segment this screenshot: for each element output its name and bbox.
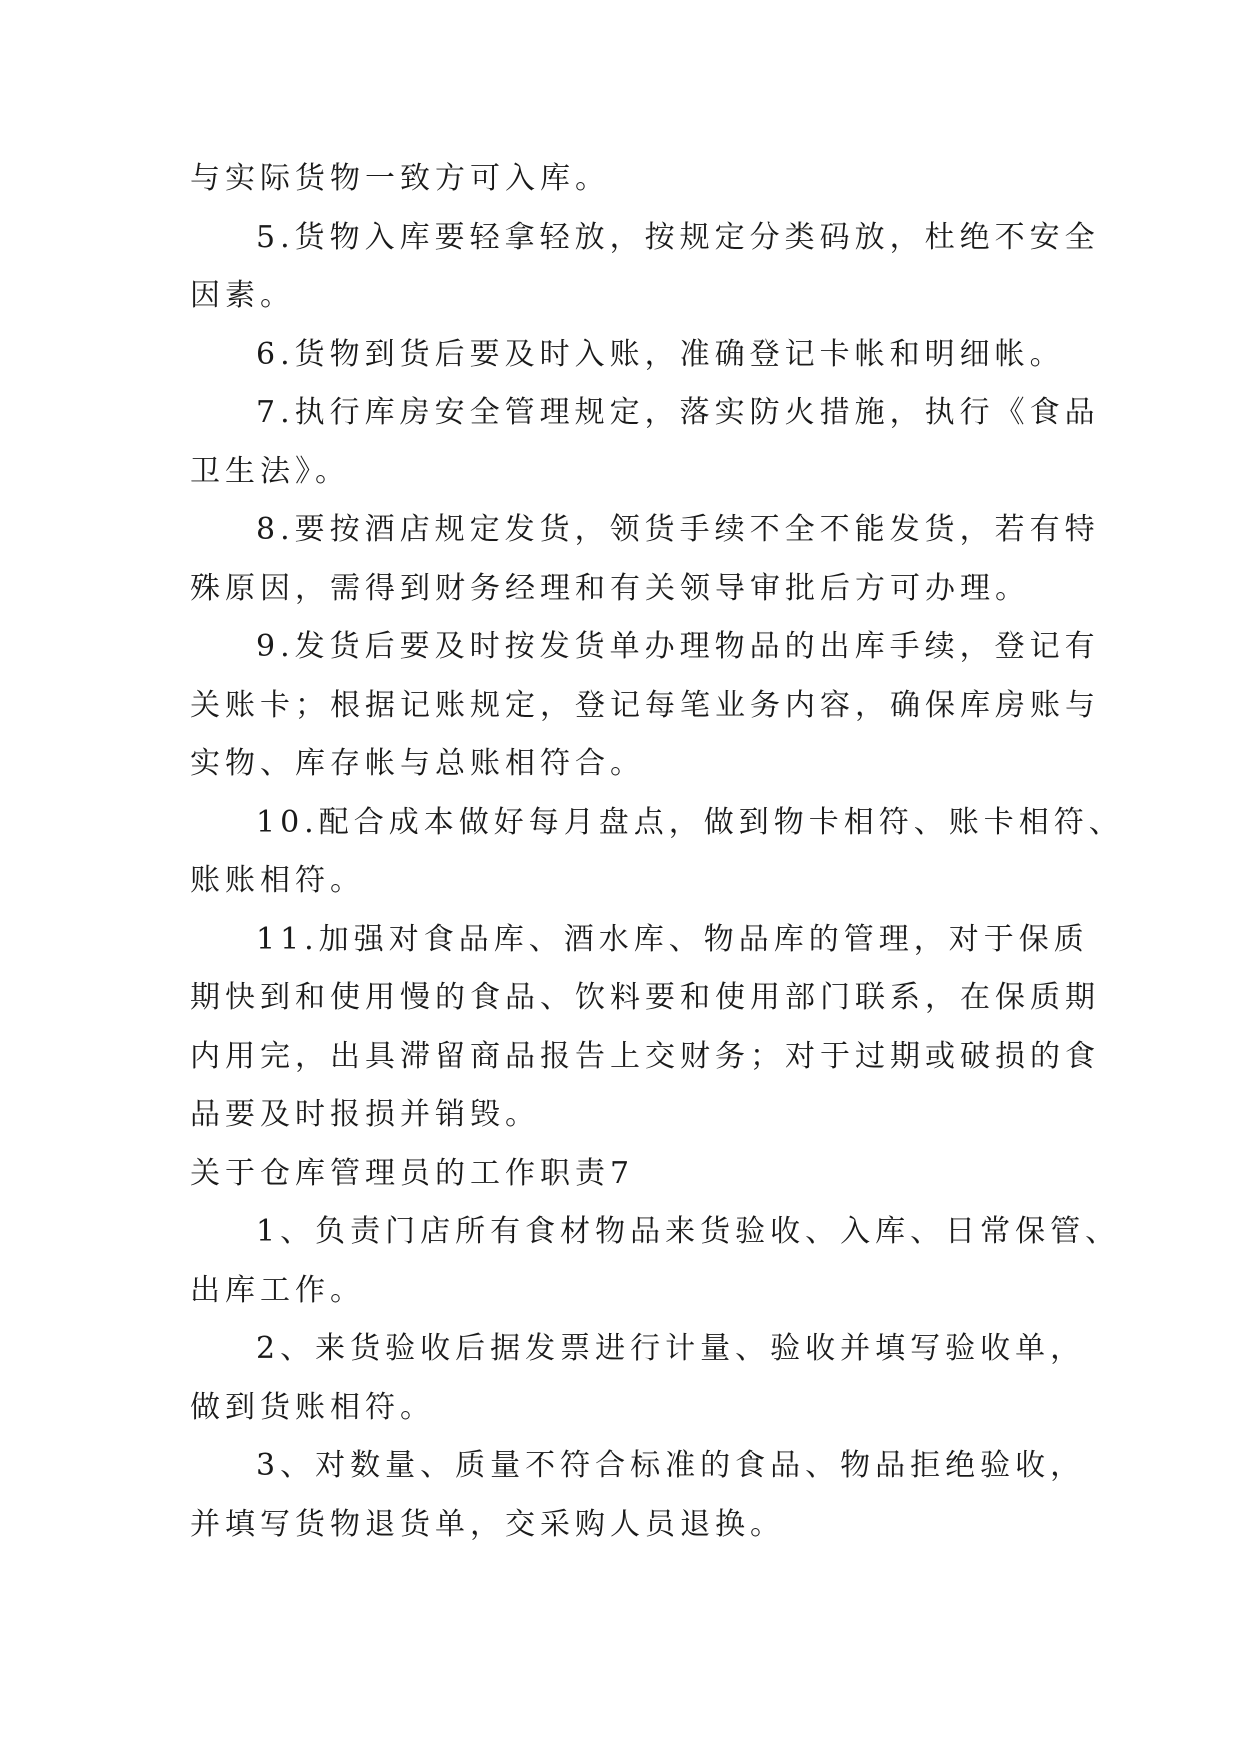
text-line: 6.货物到货后要及时入账，准确登记卡帐和明细帐。	[256, 336, 1065, 372]
section-heading: 关于仓库管理员的工作职责7	[190, 1155, 635, 1191]
text-line: 7.执行库房安全管理规定，落实防火措施，执行《食品	[256, 395, 1100, 430]
text-line: 5.货物入库要轻拿轻放，按规定分类码放，杜绝不安全	[256, 219, 1100, 255]
text-line: 11.加强对食品库、酒水库、物品库的管理，对于保质	[256, 921, 1089, 957]
text-line: 殊原因，需得到财务经理和有关领导审批后方可办理。	[190, 570, 1030, 606]
text-line: 内用完，出具滞留商品报告上交财务；对于过期或破损的食	[190, 1038, 1100, 1074]
text-line: 因素。	[190, 278, 295, 313]
text-line: 1、负责门店所有食材物品来货验收、入库、日常保管、	[256, 1214, 1121, 1249]
text-line: 品要及时报损并销毁。	[190, 1097, 540, 1132]
text-line: 与实际货物一致方可入库。	[190, 161, 610, 196]
text-line: 8.要按酒店规定发货，领货手续不全不能发货，若有特	[256, 512, 1100, 547]
text-line: 并填写货物退货单，交采购人员退换。	[190, 1506, 785, 1542]
text-line: 账账相符。	[190, 863, 365, 898]
text-line: 10.配合成本做好每月盘点，做到物卡相符、账卡相符、	[256, 804, 1124, 840]
text-line: 3、对数量、质量不符合标准的食品、物品拒绝验收，	[256, 1448, 1086, 1483]
document-body	[190, 150, 1124, 1554]
text-line: 9.发货后要及时按发货单办理物品的出库手续，登记有	[256, 629, 1100, 664]
text-line: 出库工作。	[190, 1272, 365, 1308]
text-line: 做到货账相符。	[190, 1389, 435, 1425]
text-line: 卫生法》。	[190, 453, 350, 489]
text-line: 关账卡；根据记账规定，登记每笔业务内容，确保库房账与	[190, 687, 1100, 723]
text-line: 实物、库存帐与总账相符合。	[190, 746, 645, 781]
text-line: 2、来货验收后据发票进行计量、验收并填写验收单，	[256, 1331, 1086, 1366]
text-line: 期快到和使用慢的食品、饮料要和使用部门联系，在保质期	[190, 980, 1100, 1015]
